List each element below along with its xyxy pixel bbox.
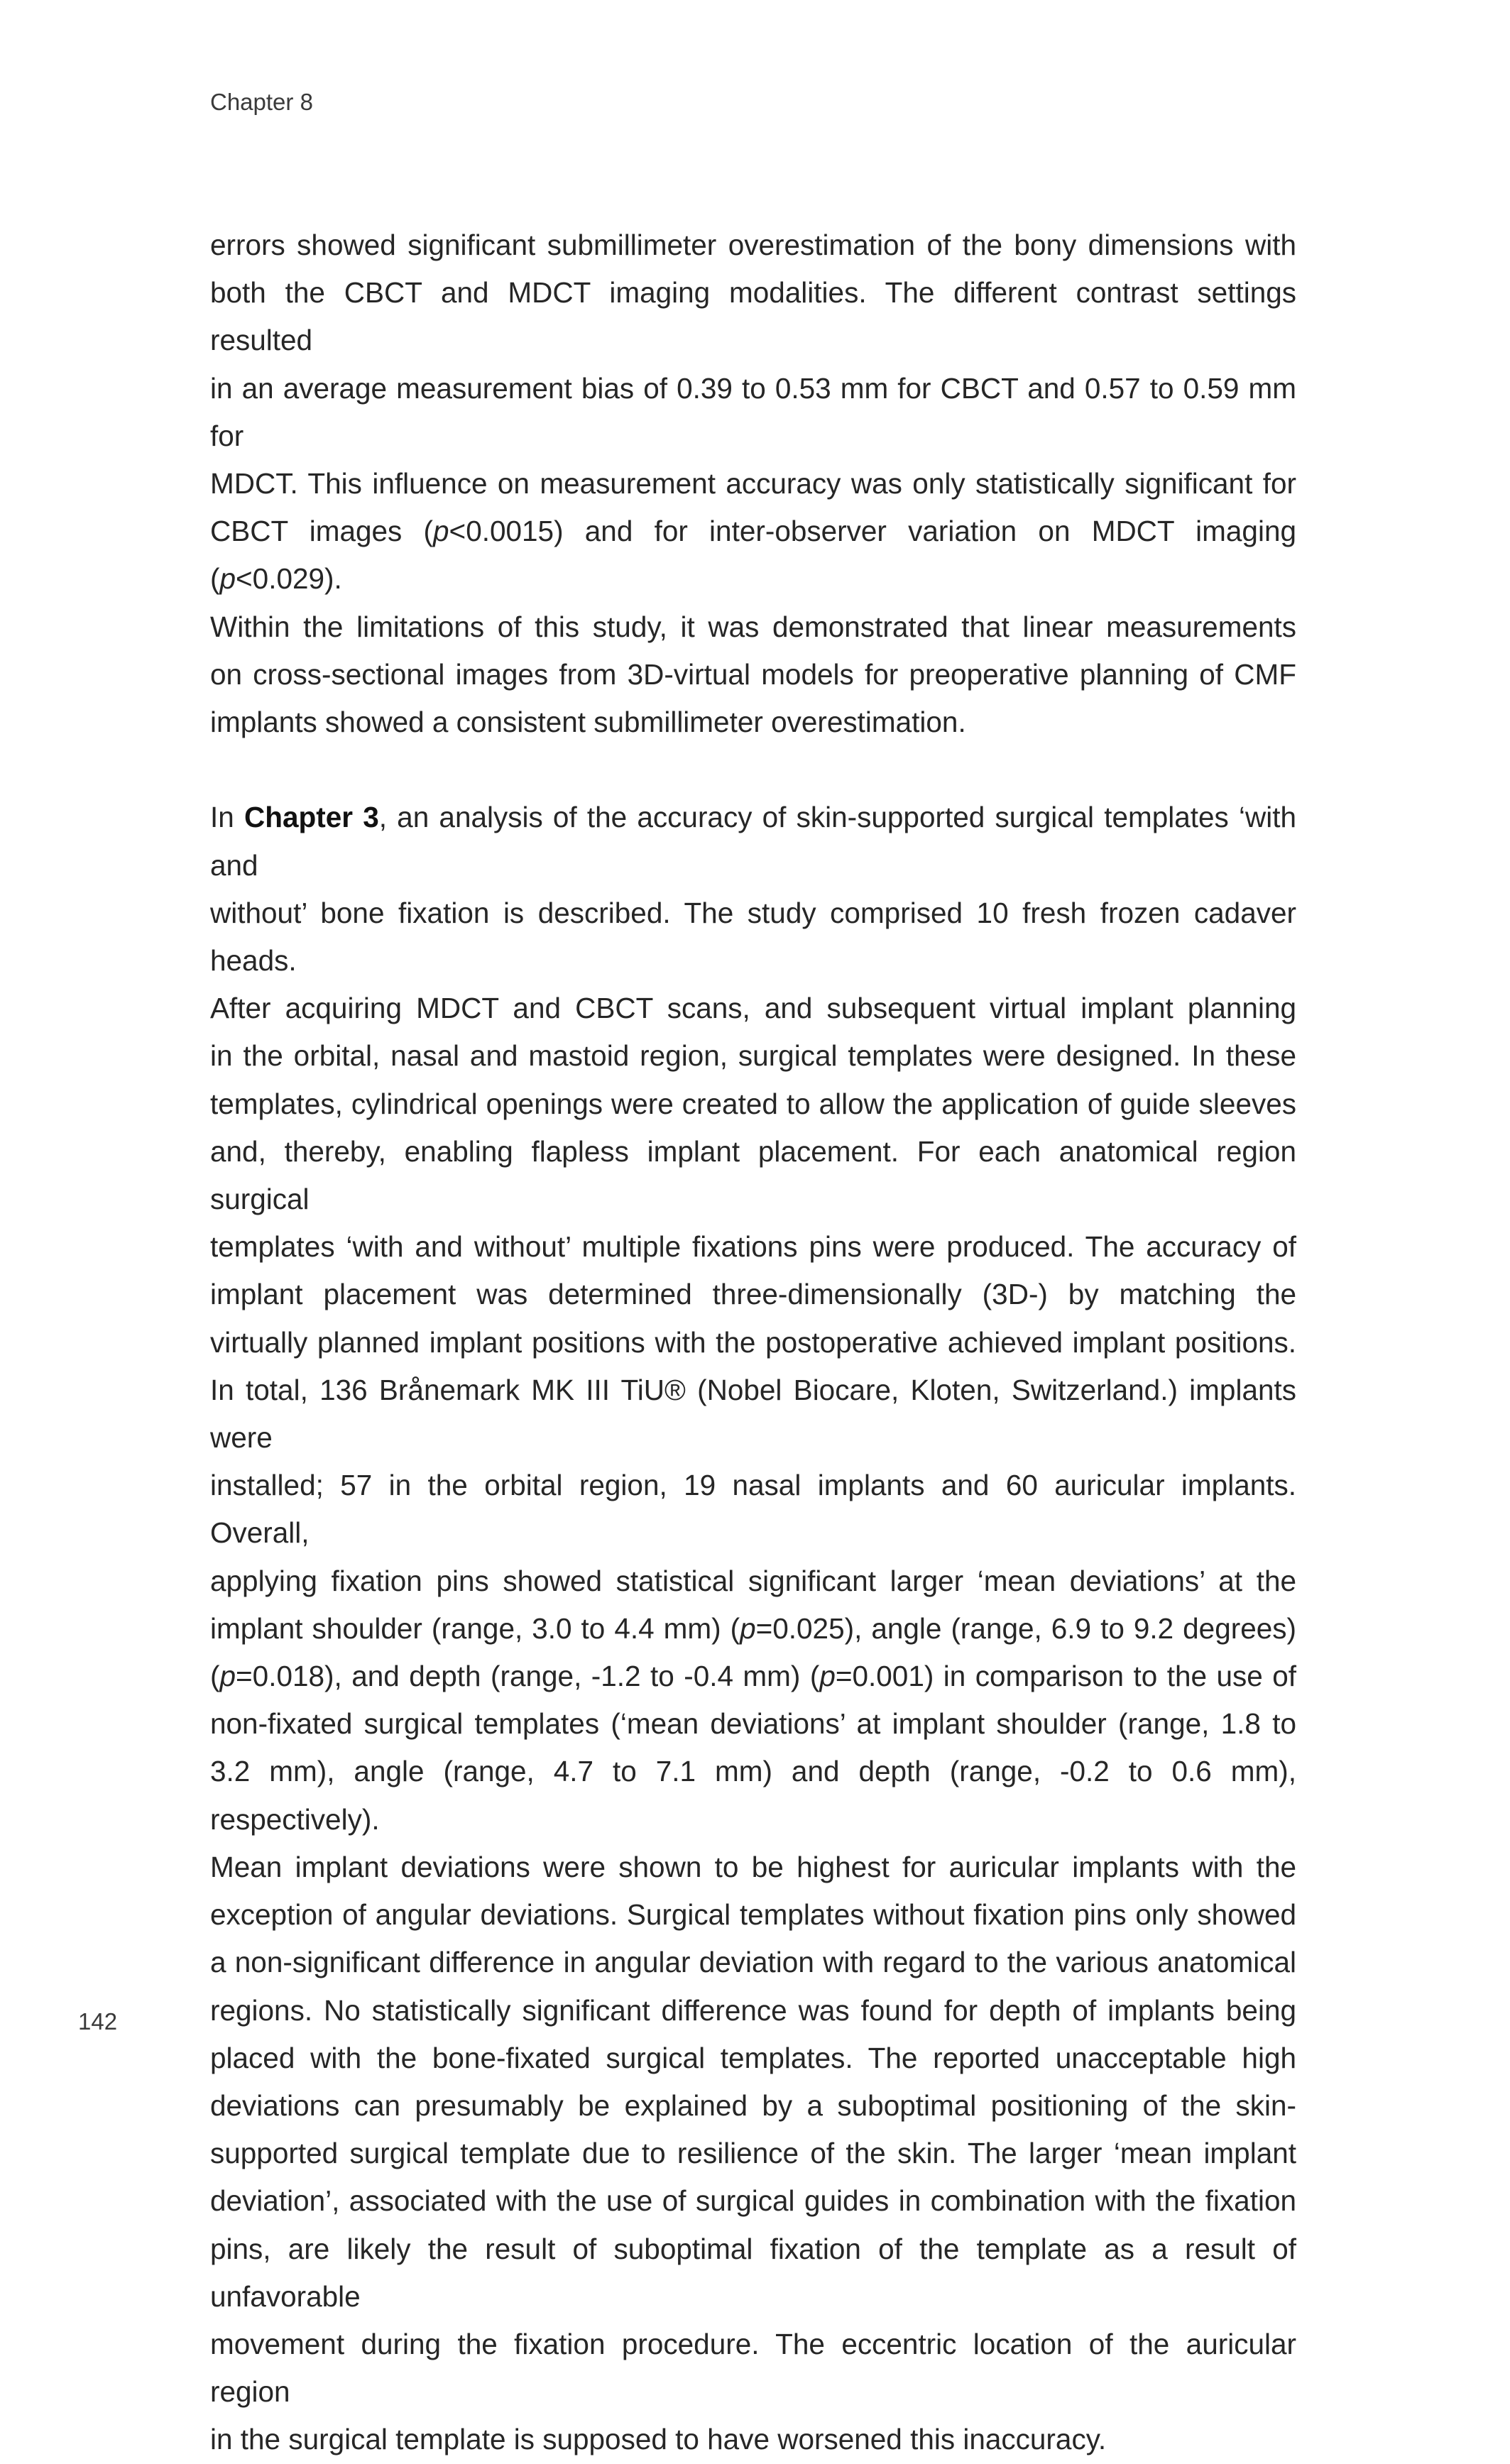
text-line: templates ‘with and without’ multiple fixations pins were produced. The accuracy of (210, 1230, 1296, 1264)
text-line: Mean implant deviations were shown to be highest for auricular implants with the (210, 1850, 1296, 1883)
chapter-reference: Chapter 3 (244, 801, 379, 834)
text-line: both the CBCT and MDCT imaging modalities. The different contrast settings resulted (210, 276, 1296, 357)
text-line: in the orbital, nasal and mastoid region, surgical templates were designed. In these (210, 1039, 1296, 1073)
text-line: errors showed significant submillimeter overestimation of the bony dimensions with (210, 229, 1296, 261)
page-number: 142 (78, 2008, 118, 2035)
text-line: placed with the bone-fixated surgical templates. The reported unacceptable high (210, 2041, 1296, 2074)
p-symbol: p (219, 562, 236, 596)
text-line: regions. No statistically significant difference was found for depth of implants being (210, 1993, 1296, 2027)
text-run: implant shoulder (range, 3.0 to 4.4 mm) ( (210, 1611, 740, 1645)
running-head: Chapter 8 (210, 89, 313, 115)
text-run: CBCT images ( (210, 515, 434, 548)
text-line-with-chapter-ref (210, 794, 1296, 889)
p-symbol: p (819, 1660, 836, 1693)
text-run: =0.001) in comparison to the use of (835, 1660, 1296, 1693)
text-line: 3.2 mm), angle (range, 4.7 to 7.1 mm) and depth (range, -0.2 to 0.6 mm), respectively). (210, 1755, 1296, 1836)
text-line-with-p-value (210, 1605, 1296, 1653)
p-symbol: p (433, 515, 449, 548)
text-line: installed; 57 in the orbital region, 19 nasal implants and 60 auricular implants. Overall, (210, 1469, 1296, 1550)
text-run: =0.025), angle (range, 6.9 to 9.2 degrees) (755, 1611, 1296, 1645)
text-run: , an analysis of the accuracy of skin-supported surgical templates ‘with and (210, 801, 1297, 882)
body-text (210, 221, 1296, 2464)
text-line: in an average measurement bias of 0.39 to 0.53 mm for CBCT and 0.57 to 0.59 mm for (210, 371, 1296, 452)
text-line-with-p-values (210, 1653, 1296, 1700)
text-line-with-p-values (210, 508, 1296, 603)
text-run: =0.018), and depth (range, -1.2 to -0.4 mm) ( (236, 1660, 820, 1693)
text-line: supported surgical template due to resilience of the skin. The larger ‘mean implant (210, 2137, 1296, 2170)
paragraph-1 (210, 221, 1296, 746)
text-line: applying fixation pins showed statistical significant larger ‘mean deviations’ at the (210, 1564, 1296, 1597)
text-line: and, thereby, enabling flapless implant placement. For each anatomical region surgical (210, 1134, 1296, 1216)
text-line: After acquiring MDCT and CBCT scans, and subsequent virtual implant planning (210, 992, 1296, 1025)
text-line: non-fixated surgical templates (‘mean deviations’ at implant shoulder (range, 1.8 to (210, 1707, 1296, 1741)
text-run: ( (210, 1660, 220, 1693)
p-symbol: p (219, 1660, 236, 1693)
text-line: MDCT. This influence on measurement accuracy was only statistically significant for (210, 467, 1296, 500)
text-line: Within the limitations of this study, it was demonstrated that linear measurements (210, 610, 1296, 643)
text-line: a non-significant difference in angular deviation with regard to the various anatomical (210, 1946, 1296, 1979)
text-line: deviations can presumably be explained by a suboptimal positioning of the skin- (210, 2088, 1296, 2122)
text-run: <0.0015) and for inter-observer variation on MDCT imaging ( (210, 515, 1296, 596)
text-run: <0.029). (236, 562, 342, 596)
text-line: on cross-sectional images from 3D-virtual models for preoperative planning of CMF (210, 657, 1296, 691)
text-line: movement during the fixation procedure. The eccentric location of the auricular region (210, 2327, 1296, 2409)
text-line: pins, are likely the result of suboptimal fixation of the template as a result of unfavorable (210, 2232, 1296, 2313)
text-line: implant placement was determined three-dimensionally (3D-) by matching the (210, 1278, 1296, 1311)
text-line: deviation’, associated with the use of surgical guides in combination with the fixation (210, 2184, 1296, 2218)
text-run: In (210, 801, 244, 834)
text-line: exception of angular deviations. Surgical templates without fixation pins only showed (210, 1898, 1296, 1932)
paragraph-2 (210, 794, 1296, 2463)
p-symbol: p (740, 1611, 756, 1645)
text-line: implants showed a consistent submillimeter overestimation. (210, 706, 966, 739)
text-line: without’ bone fixation is described. The study comprised 10 fresh frozen cadaver heads. (210, 896, 1296, 978)
text-line: in the surgical template is supposed to have worsened this inaccuracy. (210, 2423, 1107, 2456)
text-line: In total, 136 Brånemark MK III TiU® (Nobel Biocare, Kloten, Switzerland.) implants were (210, 1373, 1296, 1455)
text-line: virtually planned implant positions with the postoperative achieved implant positions. (210, 1325, 1296, 1359)
text-line: templates, cylindrical openings were created to allow the application of guide sleeves (210, 1087, 1296, 1120)
